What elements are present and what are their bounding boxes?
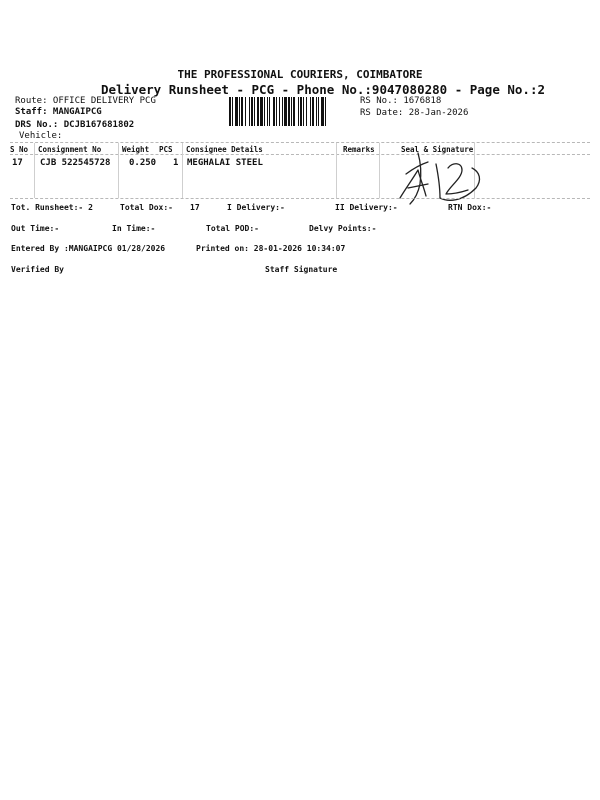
staff-signature-label: Staff Signature xyxy=(265,265,338,274)
barcode-bar xyxy=(326,97,328,126)
column-divider xyxy=(336,143,337,198)
cell-weight: 0.250 xyxy=(129,158,157,168)
column-divider xyxy=(182,143,183,198)
header-seal-signature: Seal & Signature xyxy=(401,145,474,154)
in-time: In Time:- xyxy=(112,224,156,233)
vehicle-label: Vehicle: xyxy=(19,131,63,141)
runsheet-title: Delivery Runsheet - PCG - Phone No.:9047080280 - Page No.:2 xyxy=(101,82,546,97)
ii-delivery: II Delivery:- xyxy=(335,203,398,212)
printed-on: Printed on: 28-01-2026 10:34:07 xyxy=(196,244,346,253)
total-dox-value: 17 xyxy=(190,203,200,212)
header-weight: Weight xyxy=(122,145,150,154)
verified-by: Verified By xyxy=(11,265,64,274)
out-time: Out Time:- xyxy=(11,224,60,233)
rs-date: RS Date: 28-Jan-2026 xyxy=(360,108,469,118)
table-top-rule xyxy=(10,142,590,143)
company-name: THE PROFESSIONAL COURIERS, COIMBATORE xyxy=(177,68,423,81)
header-consignee: Consignee Details xyxy=(186,145,263,154)
header-consignment: Consignment No xyxy=(38,145,102,154)
header-remarks: Remarks xyxy=(343,145,375,154)
barcode xyxy=(229,97,355,126)
entered-by: Entered By :MANGAIPCG 01/28/2026 xyxy=(11,244,166,253)
header-sno: S No xyxy=(10,145,29,154)
tot-runsheet: Tot. Runsheet:- 2 xyxy=(11,203,93,212)
delvy-points: Delvy Points:- xyxy=(309,224,377,233)
column-divider xyxy=(379,143,380,198)
cell-sno: 17 xyxy=(12,158,23,168)
table-header-rule xyxy=(10,154,590,155)
column-divider xyxy=(118,143,119,198)
rs-number: RS No.: 1676818 xyxy=(360,96,442,106)
handwritten-signature xyxy=(396,150,484,208)
cell-consignee: MEGHALAI STEEL xyxy=(187,158,263,168)
staff-label: Staff: MANGAIPCG xyxy=(15,107,102,117)
route-label: Route: OFFICE DELIVERY PCG xyxy=(15,96,156,106)
total-dox-label: Total Dox:- xyxy=(120,203,173,212)
column-divider xyxy=(34,143,35,198)
total-pod: Total POD:- xyxy=(206,224,259,233)
header-pcs: PCS xyxy=(159,145,173,154)
cell-consignment: CJB 522545728 xyxy=(40,158,111,168)
table-bottom-rule xyxy=(10,198,590,199)
i-delivery: I Delivery:- xyxy=(227,203,285,212)
drs-number: DRS No.: DCJB167681802 xyxy=(15,120,135,130)
rtn-dox: RTN Dox:- xyxy=(448,203,492,212)
cell-pcs: 1 xyxy=(173,158,179,168)
